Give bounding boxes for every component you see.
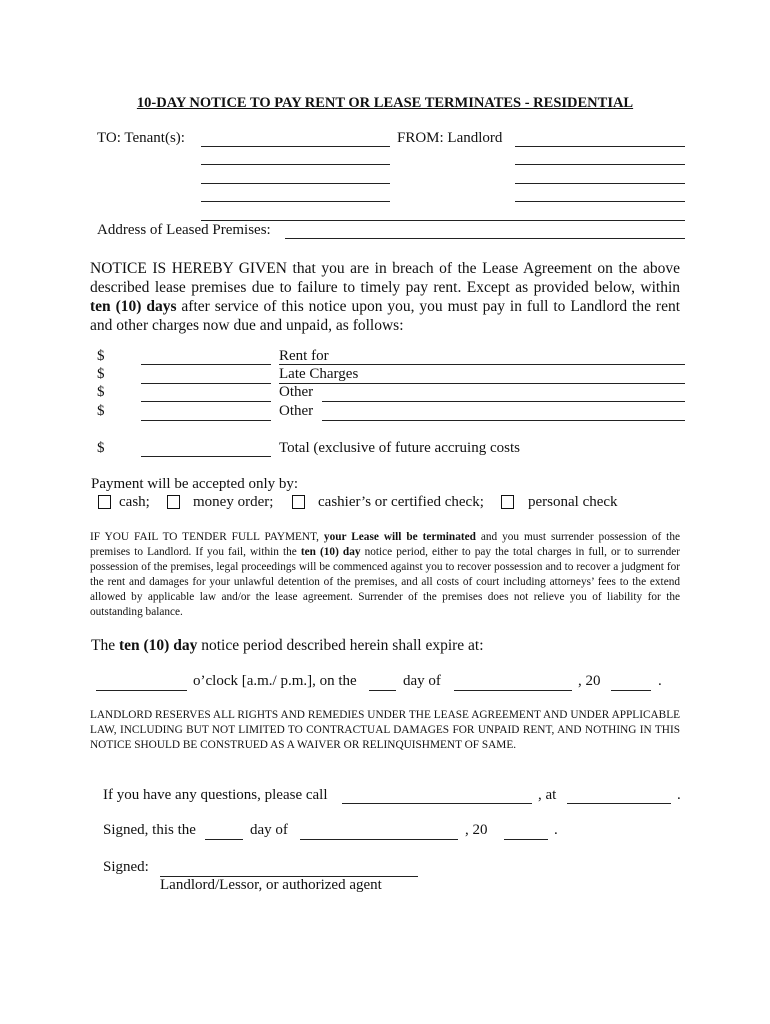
late-amount-line[interactable] <box>141 383 271 384</box>
warning-paragraph <box>90 530 680 620</box>
signed-this-label: Signed, this the <box>103 822 196 838</box>
cash-checkbox[interactable] <box>98 495 111 509</box>
from-label: FROM: Landlord <box>397 130 503 146</box>
signed-year-line[interactable] <box>504 839 548 840</box>
to-label: TO: Tenant(s): <box>97 130 185 146</box>
expiry-oclock-label: o’clock [a.m./ p.m.], on the <box>193 673 357 689</box>
expiry-month-line[interactable] <box>454 690 572 691</box>
page-title: 10-DAY NOTICE TO PAY RENT OR LEASE TERMINATES - RESIDENTIAL <box>136 95 634 111</box>
signed-day-line[interactable] <box>205 839 243 840</box>
expiry-heading <box>91 637 484 655</box>
questions-at-label: , at <box>538 787 557 803</box>
address-line[interactable] <box>285 238 685 239</box>
signed-month-line[interactable] <box>300 839 458 840</box>
signature-label: Signed: <box>103 859 149 875</box>
tenant-line-1[interactable] <box>201 146 390 147</box>
tenant-line-5[interactable] <box>201 220 685 221</box>
warning-text-2: and you must surrender possession of the premises to Landlord. If you fail, within the <box>90 531 680 558</box>
charge-label-other-2: Other <box>279 403 314 419</box>
landlord-line-2[interactable] <box>515 164 685 165</box>
payment-option-personal-check: personal check <box>528 494 618 510</box>
address-label: Address of Leased Premises: <box>97 222 271 238</box>
charge-label-rent: Rent for <box>279 348 329 364</box>
expiry-hour-line[interactable] <box>96 690 187 691</box>
expiry-year-line[interactable] <box>611 690 651 691</box>
expiry-bold-ten-day: ten (10) day <box>118 637 198 654</box>
other1-desc-line[interactable] <box>322 401 685 402</box>
rent-for-line[interactable] <box>279 364 685 365</box>
payment-option-cash: cash; <box>119 494 150 510</box>
landlord-line-4[interactable] <box>515 201 685 202</box>
expiry-day-of-label: day of <box>403 673 441 689</box>
currency-symbol: $ <box>97 440 105 456</box>
total-amount-line[interactable] <box>141 456 271 457</box>
payment-option-money-order: money order; <box>193 494 274 510</box>
payment-label: Payment will be accepted only by: <box>91 476 299 492</box>
signed-year-label: , 20 <box>465 822 488 838</box>
charge-label-other-1: Other <box>279 384 314 400</box>
signed-period: . <box>554 822 558 838</box>
other1-amount-line[interactable] <box>141 401 271 402</box>
currency-symbol: $ <box>97 348 105 364</box>
notice-text-2: after service of this notice upon you, you must pay in full to Landlord the rent and other charges now due and unpaid, as follows: <box>90 298 681 334</box>
reserve-paragraph: LANDLORD RESERVES ALL RIGHTS AND REMEDIES UNDER THE LEASE AGREEMENT AND UNDER APPLICABLE LAW, INCLUDING BUT NOT LIMITED TO CONTRACTUAL DAMAGES FOR UNPAID RENT, AND NOTHING IN THIS NOTICE SHOULD BE CONSTRUED AS A WAIVER OR RELINQUISHMENT OF SAME. <box>90 709 680 751</box>
tenant-line-3[interactable] <box>201 183 390 184</box>
landlord-line-1[interactable] <box>515 146 685 147</box>
questions-name-line[interactable] <box>342 803 532 804</box>
notice-paragraph <box>90 259 680 335</box>
expiry-period: . <box>658 673 662 689</box>
questions-period: . <box>677 787 681 803</box>
late-charges-line[interactable] <box>279 383 685 384</box>
notice-text-1: NOTICE IS HEREBY GIVEN that you are in breach of the Lease Agreement on the above described lease premises due to failure to timely pay rent. Except as provided below, within <box>90 260 680 296</box>
currency-symbol: $ <box>97 403 105 419</box>
signature-caption: Landlord/Lessor, or authorized agent <box>160 877 382 893</box>
warning-bold-ten-day: ten (10) day <box>300 546 361 558</box>
tenant-line-2[interactable] <box>201 164 390 165</box>
expiry-text-2: notice period described herein shall expire at: <box>197 637 484 654</box>
cashiers-check-checkbox[interactable] <box>292 495 305 509</box>
total-label: Total (exclusive of future accruing costs <box>279 440 520 456</box>
payment-option-cashiers-check: cashier’s or certified check; <box>318 494 484 510</box>
notice-bold-ten-days: ten (10) days <box>90 298 177 315</box>
warning-bold-terminated: your Lease will be terminated <box>323 531 476 543</box>
warning-text-3: notice period, either to pay the total charges in full, or to surrender possession of the premises, legal proceedings will be commenced against you to recover possession and to recover a judgment for the rent and damages for your unlawful detention of the premises, and all costs of court including attorneys’ fees to the extend allowed by applicable law and/or the lease agreement. Surrender of the premises does not relieve you of liability for the outstanding balance. <box>90 546 681 618</box>
other2-amount-line[interactable] <box>141 420 271 421</box>
expiry-day-line[interactable] <box>369 690 396 691</box>
currency-symbol: $ <box>97 366 105 382</box>
money-order-checkbox[interactable] <box>167 495 180 509</box>
questions-phone-line[interactable] <box>567 803 671 804</box>
signed-day-of-label: day of <box>250 822 288 838</box>
other2-desc-line[interactable] <box>322 420 685 421</box>
tenant-line-4[interactable] <box>201 201 390 202</box>
landlord-line-3[interactable] <box>515 183 685 184</box>
expiry-year-label: , 20 <box>578 673 601 689</box>
questions-label: If you have any questions, please call <box>103 787 328 803</box>
expiry-text-1: The <box>91 637 119 654</box>
rent-amount-line[interactable] <box>141 364 271 365</box>
charge-label-late: Late Charges <box>279 366 359 382</box>
currency-symbol: $ <box>97 384 105 400</box>
personal-check-checkbox[interactable] <box>501 495 514 509</box>
warning-text-1: IF YOU FAIL TO TENDER FULL PAYMENT, <box>90 531 324 543</box>
